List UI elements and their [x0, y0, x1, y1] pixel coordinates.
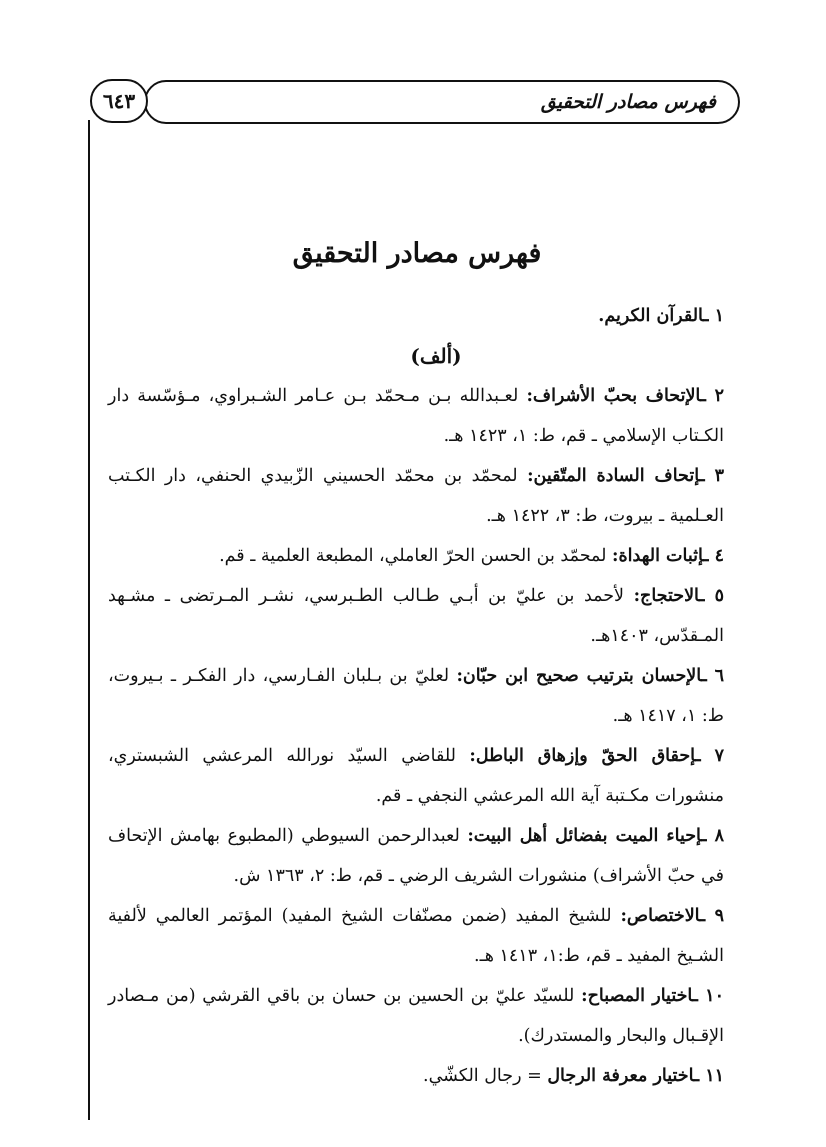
list-item: [108, 376, 724, 456]
entry-number: ٣ ـ: [699, 466, 725, 486]
entry-number: ٨ ـ: [701, 826, 724, 846]
entry-title: إثبات الهداة:: [612, 546, 704, 566]
margin-rule: [88, 120, 90, 1120]
entry-title: الاحتجاج:: [633, 586, 700, 606]
entry-number: ٧ ـ: [695, 746, 724, 766]
list-item: [108, 656, 724, 736]
entry-body: لعـبدالله بـن مـحمّد بـن عـامر الشـبراوي، مـؤسّسة دار الكـتاب الإسلامي ـ قم، ط: ١، ١٤٢٣ هـ.: [108, 386, 724, 446]
list-item: [108, 536, 724, 576]
list-item: [108, 976, 724, 1056]
list-item: [108, 576, 724, 656]
entry-title: الاختصاص:: [620, 906, 701, 926]
page-title: فهرس مصادر التحقيق: [292, 238, 542, 269]
entry-title: القرآن الكريم.: [598, 306, 704, 326]
entry-title: إحقاق الحقّ وإزهاق الباطل:: [469, 746, 696, 766]
list-item: [108, 1056, 724, 1096]
entry-body: للقاضي السيّد نورالله المرعشي الشبستري، منشورات مكـتبة آية الله المرعشي النجفي ـ قم.: [108, 746, 724, 806]
entry-number: ٢ ـ: [700, 386, 724, 406]
entry-body: لمحمّد بن محمّد الحسيني الزّبيدي الحنفي، دار الكـتب العـلمية ـ بيروت، ط: ٣، ١٤٢٢ هـ.: [108, 466, 724, 526]
running-header-frame: [144, 80, 740, 124]
entry-title: الإحسان بترتيب صحيح ابن حبّان:: [456, 666, 702, 686]
entry-body: لعليّ بن بـلبان الفـارسي، دار الفكـر ـ بـيروت، ط: ١، ١٤١٧ هـ.: [108, 666, 724, 726]
entry-title: اختيار معرفة الرجال: [547, 1066, 694, 1086]
entry-title: الإتحاف بحبّ الأشراف:: [526, 386, 701, 406]
entry-number: ٥ ـ: [699, 586, 724, 606]
entry-number: ٩ ـ: [700, 906, 724, 926]
bibliography-list: [108, 296, 724, 1096]
entry-body: للسيّد عليّ بن الحسين بن حسان بن باقي القرشي (من مـصادر الإقـبال والبحار والمستدرك).: [108, 986, 724, 1046]
list-item: [108, 736, 724, 816]
entry-number: ٦ ـ: [701, 666, 724, 686]
entry-body: لمحمّد بن الحسن الحرّ العاملي، المطبعة العلمية ـ قم.: [219, 546, 613, 566]
entry-title: إتحاف السادة المتّقين:: [527, 466, 700, 486]
entry-body: لأحمد بن عليّ بن أبـي طـالب الطـبرسي، نشـر المـرتضى ـ مشـهد المـقدّس، ١٤٠٣هـ.: [108, 586, 724, 646]
entry-number: ١٠ ـ: [692, 986, 724, 1006]
entry-body: لعبدالرحمن السيوطي (المطبوع بهامش الإتحاف في حبّ الأشراف) منشورات الشريف الرضي ـ قم، ط: ٢، ١٣٦٣ ش.: [108, 826, 724, 886]
entry-number: ٤ ـ: [703, 546, 724, 566]
page-number: ٦٤٣: [90, 79, 148, 123]
list-item: [108, 456, 724, 536]
list-item: [108, 296, 724, 336]
page-header: [92, 80, 742, 126]
entry-body: للشيخ المفيد (ضمن مصنّفات الشيخ المفيد) المؤتمر العالمي لألفية الشـيخ المفيد ـ قم، ط:١، ١٤١٣ هـ.: [108, 906, 724, 966]
entry-title: إحياء الميت بفضائل أهل البيت:: [467, 826, 702, 846]
list-item: [108, 896, 724, 976]
section-heading: (ألف): [410, 344, 462, 368]
list-item: [108, 816, 724, 896]
entry-body: = رجال الكشّي.: [423, 1066, 548, 1086]
entry-number: ١١ ـ: [693, 1066, 724, 1086]
entry-title: اختيار المصباح:: [581, 986, 693, 1006]
entry-number: ١ ـ: [703, 306, 724, 326]
running-title: فهرس مصادر التحقيق: [540, 91, 716, 113]
